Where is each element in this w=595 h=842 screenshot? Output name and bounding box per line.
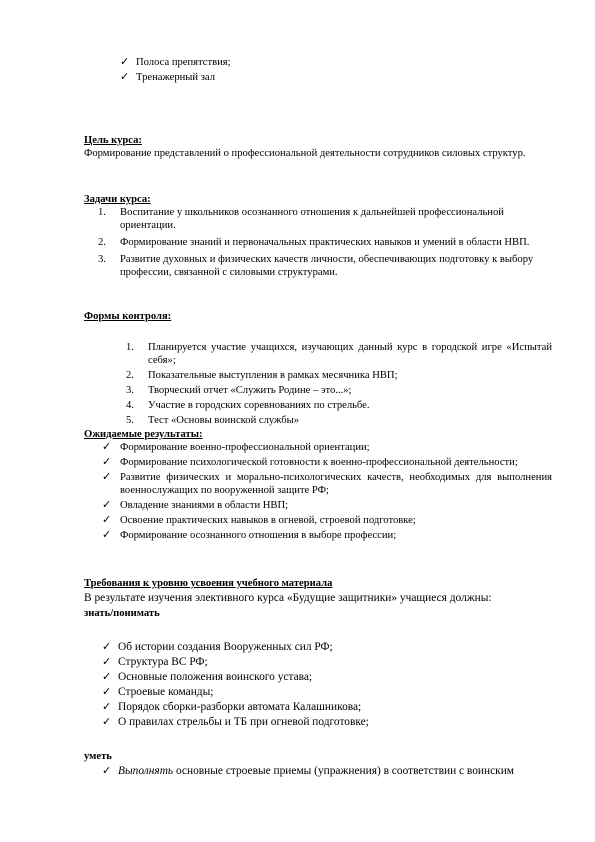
list-item <box>84 715 552 730</box>
check-icon: ✓ <box>102 641 112 653</box>
know-heading: знать/понимать <box>84 608 160 619</box>
item-number: 1. <box>98 207 106 218</box>
list-item <box>84 471 552 497</box>
tasks-heading: Задачи курса: <box>84 194 151 205</box>
list-item-text: Порядок сборки-разборки автомата Калашникова; <box>118 701 362 713</box>
list-item-text <box>118 764 552 779</box>
list-item <box>84 514 552 527</box>
list-item <box>84 253 552 279</box>
check-icon: ✓ <box>102 656 112 668</box>
item-number: 3. <box>98 254 106 265</box>
list-item-text: Тренажерный зал <box>136 72 215 83</box>
goal-heading: Цель курса: <box>84 135 142 146</box>
list-item-text: О правилах стрельбы и ТБ при огневой подготовке; <box>118 716 369 728</box>
list-item <box>120 71 420 84</box>
list-item <box>84 764 552 779</box>
list-item-text: Освоение практических навыков в огневой, строевой подготовке; <box>120 515 416 526</box>
list-item-text: Об истории создания Вооруженных сил РФ; <box>118 641 333 653</box>
results-heading: Ожидаемые результаты: <box>84 429 203 440</box>
check-icon: ✓ <box>120 56 130 68</box>
goal-section <box>84 134 552 160</box>
check-icon: ✓ <box>102 529 112 541</box>
list-item <box>84 499 552 512</box>
check-icon: ✓ <box>102 514 112 526</box>
list-item <box>84 670 552 685</box>
list-item-text: Показательные выступления в рамках месячника НВП; <box>148 370 398 381</box>
list-item <box>84 236 552 249</box>
list-item-text: Овладение знаниями в области НВП; <box>120 500 289 511</box>
requirements-section <box>84 577 552 620</box>
skills-heading: уметь <box>84 751 112 762</box>
know-list <box>84 640 552 730</box>
check-icon: ✓ <box>102 456 112 468</box>
check-icon: ✓ <box>102 765 112 777</box>
list-item <box>120 56 420 69</box>
item-number: 2. <box>98 237 106 248</box>
check-icon: ✓ <box>102 471 112 483</box>
list-item-text: Участие в городских соревнованиях по стрельбе. <box>148 400 370 411</box>
check-icon: ✓ <box>102 701 112 713</box>
list-item-text: Полоса препятствия; <box>136 57 231 68</box>
list-item-text: Формирование осознанного отношения в выборе профессии; <box>120 530 397 541</box>
list-item <box>84 206 552 232</box>
list-item-text: Формирование военно-профессиональной ориентации; <box>120 442 370 453</box>
item-number: 4. <box>126 400 134 411</box>
list-item-text: Строевые команды; <box>118 686 214 698</box>
requirements-heading: Требования к уровню усвоения учебного материала <box>84 578 333 589</box>
check-icon: ✓ <box>102 671 112 683</box>
item-number: 2. <box>126 370 134 381</box>
item-number: 5. <box>126 415 134 426</box>
list-item-text: Структура ВС РФ; <box>118 656 208 668</box>
list-item <box>84 655 552 670</box>
skill-verb: Выполнять <box>118 765 174 777</box>
list-item-text: Воспитание у школьников осознанного отношения к дальнейшей профессиональной ориентации. <box>120 207 504 231</box>
list-item-text: Формирование знаний и первоначальных практических навыков и умений в области НВП. <box>120 237 530 248</box>
list-item <box>84 341 552 367</box>
requirements-intro: В результате изучения элективного курса «Будущие защитники» учащиеся должны: <box>84 592 492 604</box>
top-list <box>120 56 420 84</box>
list-item <box>84 414 552 427</box>
tasks-section <box>84 193 552 279</box>
forms-list <box>84 341 552 427</box>
list-item-text: Развитие физических и морально-психологических качеств, необходимых для выполнения военнослужащих по вооруженной защите РФ; <box>120 472 552 496</box>
list-item-text: Формирование психологической готовности к военно-профессиональной деятельности; <box>120 457 518 468</box>
skill-text: основные строевые приемы (упражнения) в соответствии с воинским <box>173 765 515 777</box>
check-icon: ✓ <box>120 71 130 83</box>
item-number: 1. <box>126 342 134 353</box>
list-item-text: Основные положения воинского устава; <box>118 671 313 683</box>
list-item-text: Развитие духовных и физических качеств личности, обеспечивающих подготовку к выбору профессии, связанной с силовыми структурами. <box>120 254 534 278</box>
list-item <box>84 529 552 542</box>
list-item <box>84 441 552 454</box>
list-item <box>84 369 552 382</box>
results-section <box>84 428 552 542</box>
check-icon: ✓ <box>102 499 112 511</box>
list-item <box>84 640 552 655</box>
forms-heading: Формы контроля: <box>84 311 172 322</box>
check-icon: ✓ <box>102 441 112 453</box>
skills-section <box>84 750 552 779</box>
list-item <box>84 456 552 469</box>
list-item-text: Тест «Основы воинской службы» <box>148 415 300 426</box>
goal-text: Формирование представлений о профессиональной деятельности сотрудников силовых структур. <box>84 148 526 159</box>
list-item <box>84 685 552 700</box>
item-number: 3. <box>126 385 134 396</box>
check-icon: ✓ <box>102 716 112 728</box>
list-item <box>84 700 552 715</box>
forms-heading-block <box>84 310 552 323</box>
list-item <box>84 399 552 412</box>
list-item-text: Творческий отчет «Служить Родине – это...»; <box>148 385 352 396</box>
check-icon: ✓ <box>102 686 112 698</box>
list-item-text: Планируется участие учащихся, изучающих данный курс в городской игре «Испытай себя»; <box>148 342 552 366</box>
list-item <box>84 384 552 397</box>
